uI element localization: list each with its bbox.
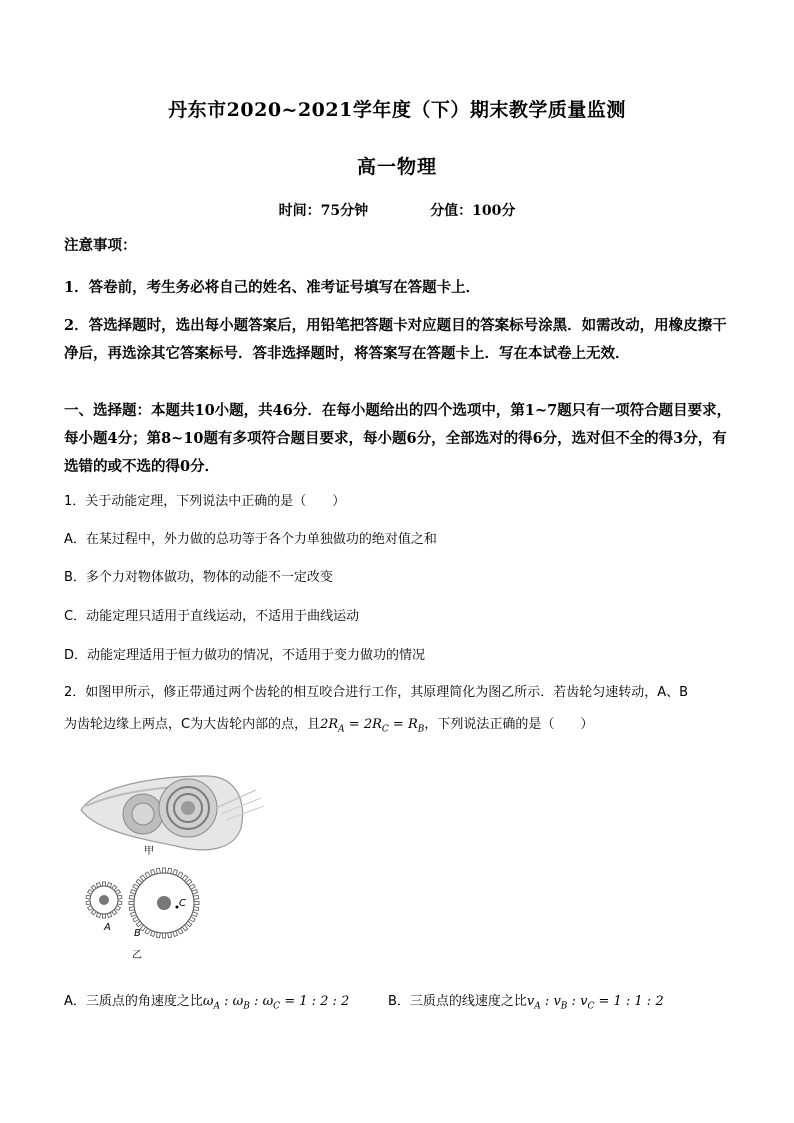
q2-option-a-text: A．三质点的角速度之比 [64,994,203,1009]
exam-time: 时间：75分钟 [278,203,369,219]
q2-option-a-expr: $\omega_A$ : $\omega_B$ : $\omega_C = 1$ : 2 : 2 [202,994,350,1012]
q1-option-c: C．动能定理只适用于直线运动，不适用于曲线运动 [64,609,360,624]
q2-option-b [388,990,664,1012]
figure-jia-tape-device [81,776,264,850]
exam-score: 分值：100分 [430,203,516,219]
q2-option-a [64,990,349,1012]
q2-stem-part-a: 为齿轮边缘上两点，C为大齿轮内部的点，且 [64,717,321,732]
q1-stem: 1．关于动能定理，下列说法中正确的是（ ） [64,494,346,509]
q1-option-b: B．多个力对物体做功，物体的动能不一定改变 [64,570,333,585]
exam-title: 丹东市2020~2021学年度（下）期末教学质量监测 [168,99,626,121]
exam-subject: 高一物理 [356,156,437,178]
q2-stem-line2 [64,712,744,743]
exam-meta [0,200,794,220]
q2-equation-rendered: $2R_A = 2R_C = R_B$ [320,717,425,735]
q2-stem-line1: 2．如图甲所示，修正带通过两个齿轮的相互咬合进行工作，其原理简化为图乙所示．若齿轮匀速转动，A、B [64,685,689,700]
figure-label-yi: 乙 [132,950,142,961]
q2-option-b-expr: $v_A$ : $v_B$ : $v_C = 1$ : 1 : 2 [526,994,664,1012]
q2-stem-part-b: ，下列说法正确的是（ ） [424,717,594,732]
section1-intro: 一、选择题：本题共10小题，共46分．在每小题给出的四个选项中，第1~7题只有一项符合题目要求，每小题4分；第8~10题有多项符合题目要求，每小题6分，全部选对的得6分，选对但不全的得3分，有选错的或不选的得0分． [64,402,732,475]
correction-tape-figure [76,768,336,968]
notes-item-2: 2．答选择题时，选出每小题答案后，用铅笔把答题卡对应题目的答案标号涂黑．如需改动，用橡皮擦干净后，再选涂其它答案标号．答非选择题时，将答案写在答题卡上．写在本试卷上无效． [64,317,727,362]
figure-point-b: B [134,928,141,939]
q2-figure [76,768,336,972]
q2-stem-equation [320,717,425,735]
q1-option-a: A．在某过程中，外力做的总功等于各个力单独做功的绝对值之和 [64,532,437,547]
figure-label-jia: 甲 [144,846,154,857]
figure-point-c: C [179,898,186,909]
figure-point-a: A [104,922,111,933]
q2-option-b-text: B．三质点的线速度之比 [388,994,527,1009]
notes-item-1: 1．答卷前，考生务必将自己的姓名、准考证号填写在答题卡上． [64,279,481,296]
notes-heading: 注意事项： [64,237,137,254]
q1-option-d: D．动能定理适用于恒力做功的情况，不适用于变力做功的情况 [64,648,426,663]
